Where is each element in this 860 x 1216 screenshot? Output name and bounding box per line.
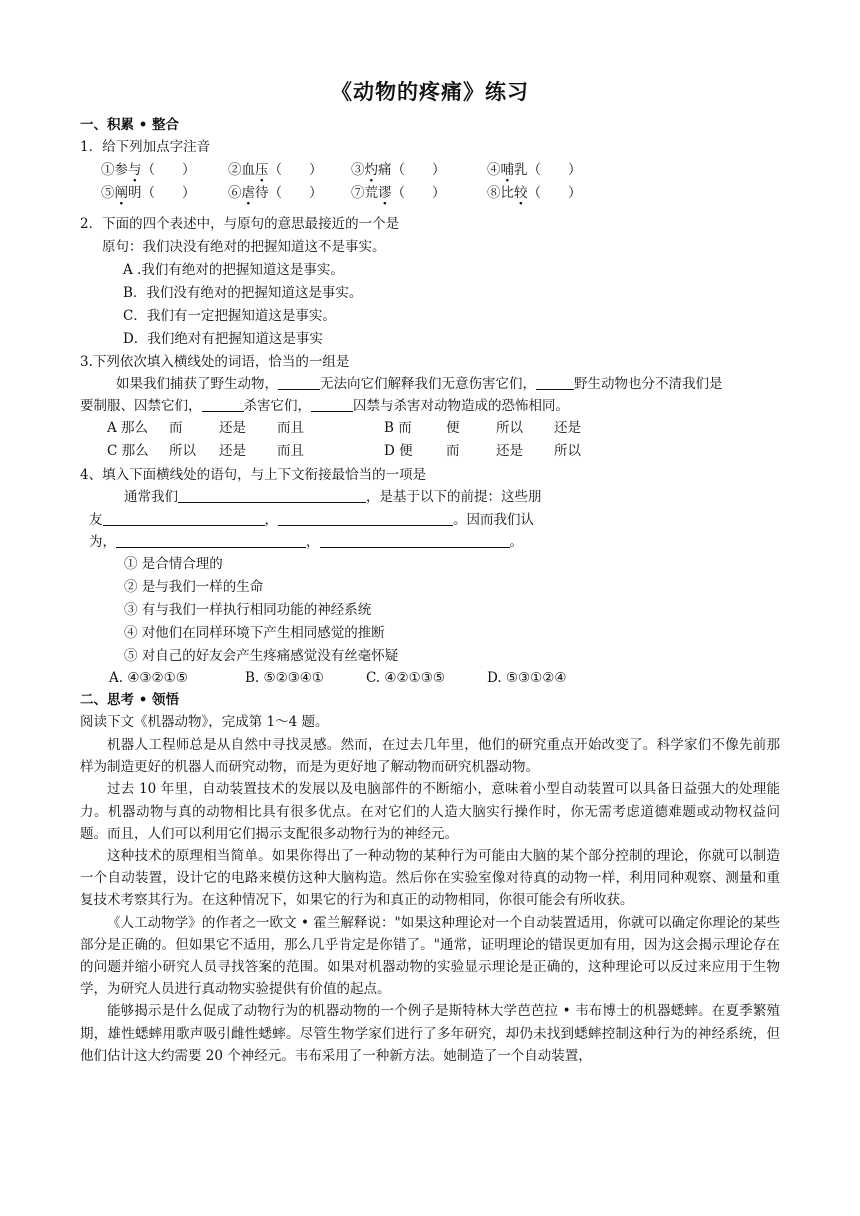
pinyin-item — [101, 160, 196, 180]
pinyin-item — [351, 160, 446, 180]
answer-paren: （ ） — [391, 185, 446, 201]
option-word: 所以 — [496, 420, 523, 436]
option-word: 而且 — [277, 443, 304, 459]
answer-option: A. ④③②①⑤ — [109, 670, 188, 686]
dotted-char: 压 — [255, 162, 269, 178]
statement-item — [124, 646, 398, 666]
item-text: 是与我们一样的生命 — [141, 579, 264, 595]
pinyin-item — [228, 160, 323, 180]
option-word: 所以 — [554, 443, 581, 459]
question-2-option-c: C．我们有一定把握知道这是事实。 — [123, 308, 336, 324]
answer-option: D. ⑤③①②④ — [487, 670, 567, 686]
blank-d — [116, 533, 306, 548]
item-number: ⑤ — [124, 648, 142, 664]
option-label: B 而 — [384, 420, 412, 436]
question-4-line-3: 为， ， 。 — [89, 534, 523, 550]
option-label: A 那么 — [107, 420, 149, 436]
reading-paragraph: 这种技术的原理相当简单。如果你得出了一种动物的某种行为可能由大脑的某个部分控制的理论，你就可以制造一个自动装置，设计它的电路来模仿这种大脑构造。然后你在实验室像对待真的动物一样，利用同种观察、测量和重复技术考察其行为。在这种情况下，如果它的行为和真正的动物相同，你很可能会有所收获。 — [80, 848, 780, 909]
pinyin-item — [101, 183, 196, 203]
question-4-line-1: 通常我们 ，是基于以下的前提：这些朋 — [124, 489, 542, 505]
dotted-char: 灼 — [364, 162, 378, 178]
item-number: ⑤ — [101, 185, 115, 201]
blank-3 — [202, 397, 244, 412]
item-char: 待 — [255, 185, 269, 201]
item-number: ⑧ — [487, 185, 501, 201]
answer-paren: （ ） — [268, 185, 323, 201]
statement-item — [124, 600, 371, 620]
item-number: ⑥ — [228, 185, 242, 201]
item-char: 痛 — [378, 162, 392, 178]
blank-c — [278, 511, 453, 526]
item-number: ③ — [351, 162, 365, 178]
statement-item — [124, 554, 223, 574]
question-4-stem: 4、填入下面横线处的语句，与上下文衔接最恰当的一项是 — [80, 467, 427, 483]
blank-4 — [311, 397, 353, 412]
option-word: 所以 — [169, 443, 196, 459]
question-2-option-d: D．我们绝对有把握知道这是事实 — [123, 331, 323, 347]
item-number: ② — [228, 162, 242, 178]
answer-paren: （ ） — [527, 162, 582, 178]
question-1-stem: 1．给下列加点字注音 — [80, 139, 211, 155]
statement-item — [124, 577, 263, 597]
item-number: ④ — [487, 162, 501, 178]
item-char: 乳 — [514, 162, 528, 178]
pinyin-item — [487, 160, 582, 180]
question-4-line-2: 友 ， 。因而我们认 — [89, 512, 534, 528]
option-word: 而 — [169, 420, 183, 436]
item-text: 是合情合理的 — [141, 556, 223, 572]
dotted-char: 阐 — [114, 185, 128, 201]
section-heading-2: 二、思考 • 领悟 — [80, 692, 180, 708]
pinyin-item — [487, 183, 582, 203]
blank-b — [103, 511, 265, 526]
item-number: ⑦ — [351, 185, 365, 201]
reading-paragraph: 机器人工程师总是从自然中寻找灵感。然而，在过去几年里，他们的研究重点开始改变了。科学家们不像先前那样为制造更好的机器人而研究动物，而是为更好地了解动物而研究机器动物。 — [80, 737, 780, 776]
pinyin-item — [228, 183, 323, 203]
statement-item — [124, 623, 385, 643]
answer-paren: （ ） — [268, 162, 323, 178]
dotted-char: 谬 — [378, 185, 392, 201]
option-word: 还是 — [219, 420, 246, 436]
dotted-char: 与 — [128, 162, 142, 178]
reading-intro: 阅读下文《机器动物》，完成第 1～4 题。 — [80, 714, 329, 730]
blank-a — [178, 488, 366, 503]
item-char: 荒 — [364, 185, 378, 201]
item-number: ③ — [124, 602, 142, 618]
answer-paren: （ ） — [141, 185, 196, 201]
reading-paragraph: 过去 10 年里，自动装置技术的发展以及电脑部件的不断缩小，意味着小型自动装置可以具备日益强大的处理能力。机器动物与真的动物相比具有很多优点。在对它们的人造大脑实行操作时，你无需考虑道德难题或动物权益问题。而且，人们可以利用它们揭示支配很多动物行为的神经元。 — [80, 781, 780, 842]
question-3-text-line-1: 如果我们捕获了野生动物， 无法向它们解释我们无意伤害它们， 野生动物也分不清我们是 — [116, 376, 723, 392]
answer-option: C. ④②①③⑤ — [366, 670, 445, 686]
question-2-option-a: A .我们有绝对的把握知道这是事实。 — [123, 262, 344, 278]
answer-paren: （ ） — [391, 162, 446, 178]
option-word: 还是 — [554, 420, 581, 436]
question-2-option-b: B．我们没有绝对的把握知道这是事实。 — [123, 285, 363, 301]
option-word: 便 — [446, 420, 460, 436]
item-char: 血 — [241, 162, 255, 178]
pinyin-item — [351, 183, 446, 203]
reading-paragraph: 《人工动物学》的作者之一欧文 • 霍兰解释说："如果这种理论对一个自动装置适用，你就可以确定你理论的某些部分是正确的。但如果它不适用，那么几乎肯定是你错了。"通常，证明理论的错误更加有用，因为这会揭示理论存在的问题并缩小研究人员寻找答案的范围。如果对机器动物的实验显示理论是正确的，这种理论可以反过来应用于生物学，为研究人员进行真动物实验提供有价值的起点。 — [80, 914, 780, 998]
option-label: D 便 — [384, 443, 413, 459]
blank-e — [320, 533, 510, 548]
blank-1 — [278, 375, 320, 390]
question-2-original: 原句：我们决没有绝对的把握知道这不是事实。 — [102, 239, 386, 255]
item-char: 明 — [128, 185, 142, 201]
answer-paren: （ ） — [527, 185, 582, 201]
question-3-stem: 3.下列依次填入横线处的词语，恰当的一组是 — [80, 354, 350, 370]
item-text: 对他们在同样环境下产生相同感觉的推断 — [141, 625, 385, 641]
item-text: 有与我们一样执行相同功能的神经系统 — [141, 602, 372, 618]
question-3-text-line-2: 要制服、囚禁它们， 杀害它们， 囚禁与杀害对动物造成的恐怖相同。 — [80, 398, 569, 414]
answer-option: B. ⑤②③④① — [245, 670, 325, 686]
option-word: 还是 — [496, 443, 523, 459]
item-number: ① — [124, 556, 142, 572]
dotted-char: 虐 — [241, 185, 255, 201]
answer-paren: （ ） — [141, 162, 196, 178]
option-word: 而 — [446, 443, 460, 459]
reading-paragraph: 能够揭示是什么促成了动物行为的机器动物的一个例子是斯特林大学芭芭拉 • 韦布博士的机器蟋蟀。在夏季繁殖期，雄性蟋蟀用歌声吸引雌性蟋蟀。尽管生物学家们进行了多年研究，却仍未找到蟋蟀控制这种行为的神经系统，但他们估计这大约需要 20 个神经元。韦布采用了一种新方法。她制造了一个自动装置， — [80, 1003, 780, 1064]
item-char: 参 — [114, 162, 128, 178]
item-number: ④ — [124, 625, 142, 641]
page-title: 《动物的疼痛》练习 — [331, 79, 529, 104]
blank-2 — [536, 375, 574, 390]
item-text: 对自己的好友会产生疼痛感觉没有丝毫怀疑 — [141, 648, 399, 664]
item-number: ② — [124, 579, 142, 595]
dotted-char: 哺 — [500, 162, 514, 178]
option-word: 还是 — [219, 443, 246, 459]
section-heading-1: 一、积累 • 整合 — [80, 117, 180, 133]
dotted-char: 较 — [514, 185, 528, 201]
option-word: 而且 — [277, 420, 304, 436]
item-char: 比 — [500, 185, 514, 201]
option-label: C 那么 — [107, 443, 149, 459]
item-number: ① — [101, 162, 115, 178]
question-2-stem: 2．下面的四个表述中，与原句的意思最接近的一个是 — [80, 216, 400, 232]
reading-passage — [80, 734, 780, 1067]
